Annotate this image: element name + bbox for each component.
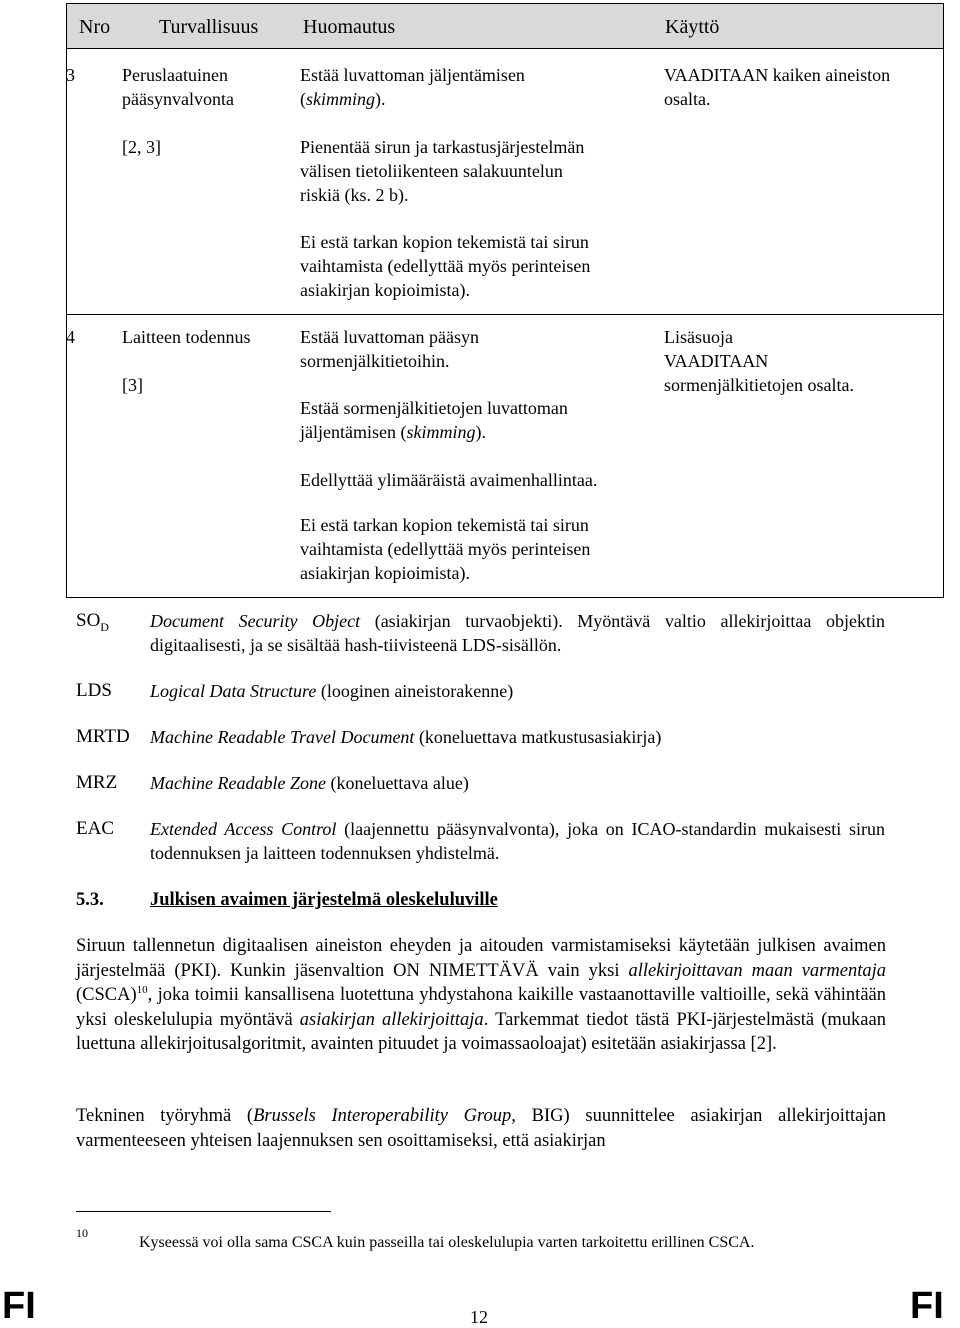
security-reference: [3] [122,375,143,395]
security-table [66,3,944,598]
glossary-term: LDS [76,680,112,701]
footer-language-right: FI [910,1285,944,1327]
usage-2: VAADITAAN [664,351,769,371]
usage-3: sormenjälkitietojen osalta. [664,375,854,395]
security-reference: [2, 3] [122,137,161,157]
security-level-2: pääsynvalvonta [122,89,234,109]
table-border-right [943,3,944,598]
glossary-term: MRTD [76,726,130,747]
note-line: Estää luvattoman pääsyn [300,327,479,347]
header-nro: Nro [79,16,111,38]
header-huomautus: Huomautus [303,16,396,38]
note-line: asiakirjan kopioimista). [300,280,470,300]
note-line: Ei estä tarkan kopion tekemistä tai sirun [300,515,589,535]
table-border-left [66,3,67,598]
usage: VAADITAAN kaiken aineiston [664,65,891,85]
note-line: Estää sormenjälkitietojen luvattoman [300,398,568,418]
glossary-definition: Machine Readable Travel Document (koneluettava matkustusasiakirja) [150,727,662,747]
note-line: asiakirjan kopioimista). [300,563,470,583]
note-line: välisen tietoliikenteen salakuuntelun [300,161,563,181]
note-line: sormenjälkitietoihin. [300,351,450,371]
note-line: riskiä (ks. 2 b). [300,185,409,205]
body-paragraph: Siruun tallennetun digitaalisen aineiston eheyden ja aitouden varmistamiseksi käytetään julkisen avaimen järjestelmää (PKI). Kunkin jäsenvaltion ON NIMETTÄVÄ vain yksi allekirjoittavan maan varmentaja (CSCA)$^{10}$, joka toimii kansallisena luotettuna yhdystahona kaikille vastaanottaville valtioille, sekä vähintään yksi oleskelulupia myöntävä asiakirjan allekirjoittaja. Tarkemmat tiedot tästä PKI-järjestelmästä (mukaan luettuna allekirjoitusalgoritmit, avainten pituudet ja voimassaoloajat) esitetään asiakirjassa [2]. [76,936,886,1055]
body-paragraph: Tekninen työryhmä (Brussels Interoperability Group, BIG) suunnittelee asiakirjan allekirjoittajan varmenteeseen yhteisen laajennuksen sen osoittamiseksi, että asiakirjan [76,1106,886,1151]
glossary-definition: Logical Data Structure (looginen aineistorakenne) [150,681,514,701]
glossary-definition: Machine Readable Zone (koneluettava alue) [150,773,469,793]
note-line: vaihtamista (edellyttää myös perinteisen [300,539,591,559]
note-line: jäljentämisen (skimming). [300,422,486,442]
note-line: (skimming). [300,89,386,109]
section-number: 5.3. [76,890,104,910]
header-turvallisuus: Turvallisuus [159,16,259,38]
row-number: 3 [66,65,75,85]
footer-language-left: FI [2,1285,36,1327]
page-number: 12 [470,1307,488,1327]
footnote-text: Kyseessä voi olla sama CSCA kuin passeilla tai oleskelulupia varten tarkoitettu erillinen CSCA. [139,1234,755,1251]
footnote-rule [76,1211,331,1212]
glossary-term: MRZ [76,772,118,793]
note-line: Pienentää sirun ja tarkastusjärjestelmän [300,137,585,157]
note-line: Edellyttää ylimääräistä avaimenhallintaa. [300,470,598,490]
note-line: vaihtamista (edellyttää myös perinteisen [300,256,591,276]
row-number: 4 [66,327,75,347]
table-border-bottom [66,597,944,598]
glossary-term: EAC [76,818,114,839]
table-header [66,3,944,49]
footnote-number: 10 [76,1226,88,1240]
row-separator [66,314,944,315]
usage-2: osalta. [664,89,711,109]
security-level: Peruslaatuinen [122,65,228,85]
note-line: Estää luvattoman jäljentämisen [300,65,525,85]
header-kaytto: Käyttö [665,16,720,38]
note-line: Ei estä tarkan kopion tekemistä tai sirun [300,232,589,252]
glossary-definition: Extended Access Control (laajennettu pääsynvalvonta), joka on ICAO-standardin mukaisesti sirun todennuksen ja laitteen todennuksen yhdistelmä. [150,819,885,863]
section-title: Julkisen avaimen järjestelmä oleskeluluville [150,890,498,910]
usage: Lisäsuoja [664,327,733,347]
glossary-definition: Document Security Object (asiakirjan turvaobjekti). Myöntävä valtio allekirjoittaa objektin digitaalisesti, ja se sisältää hash-tiivisteenä LDS-sisällön. [150,611,885,655]
security-level: Laitteen todennus [122,327,251,347]
glossary-term: $SO_D$ [76,610,109,634]
